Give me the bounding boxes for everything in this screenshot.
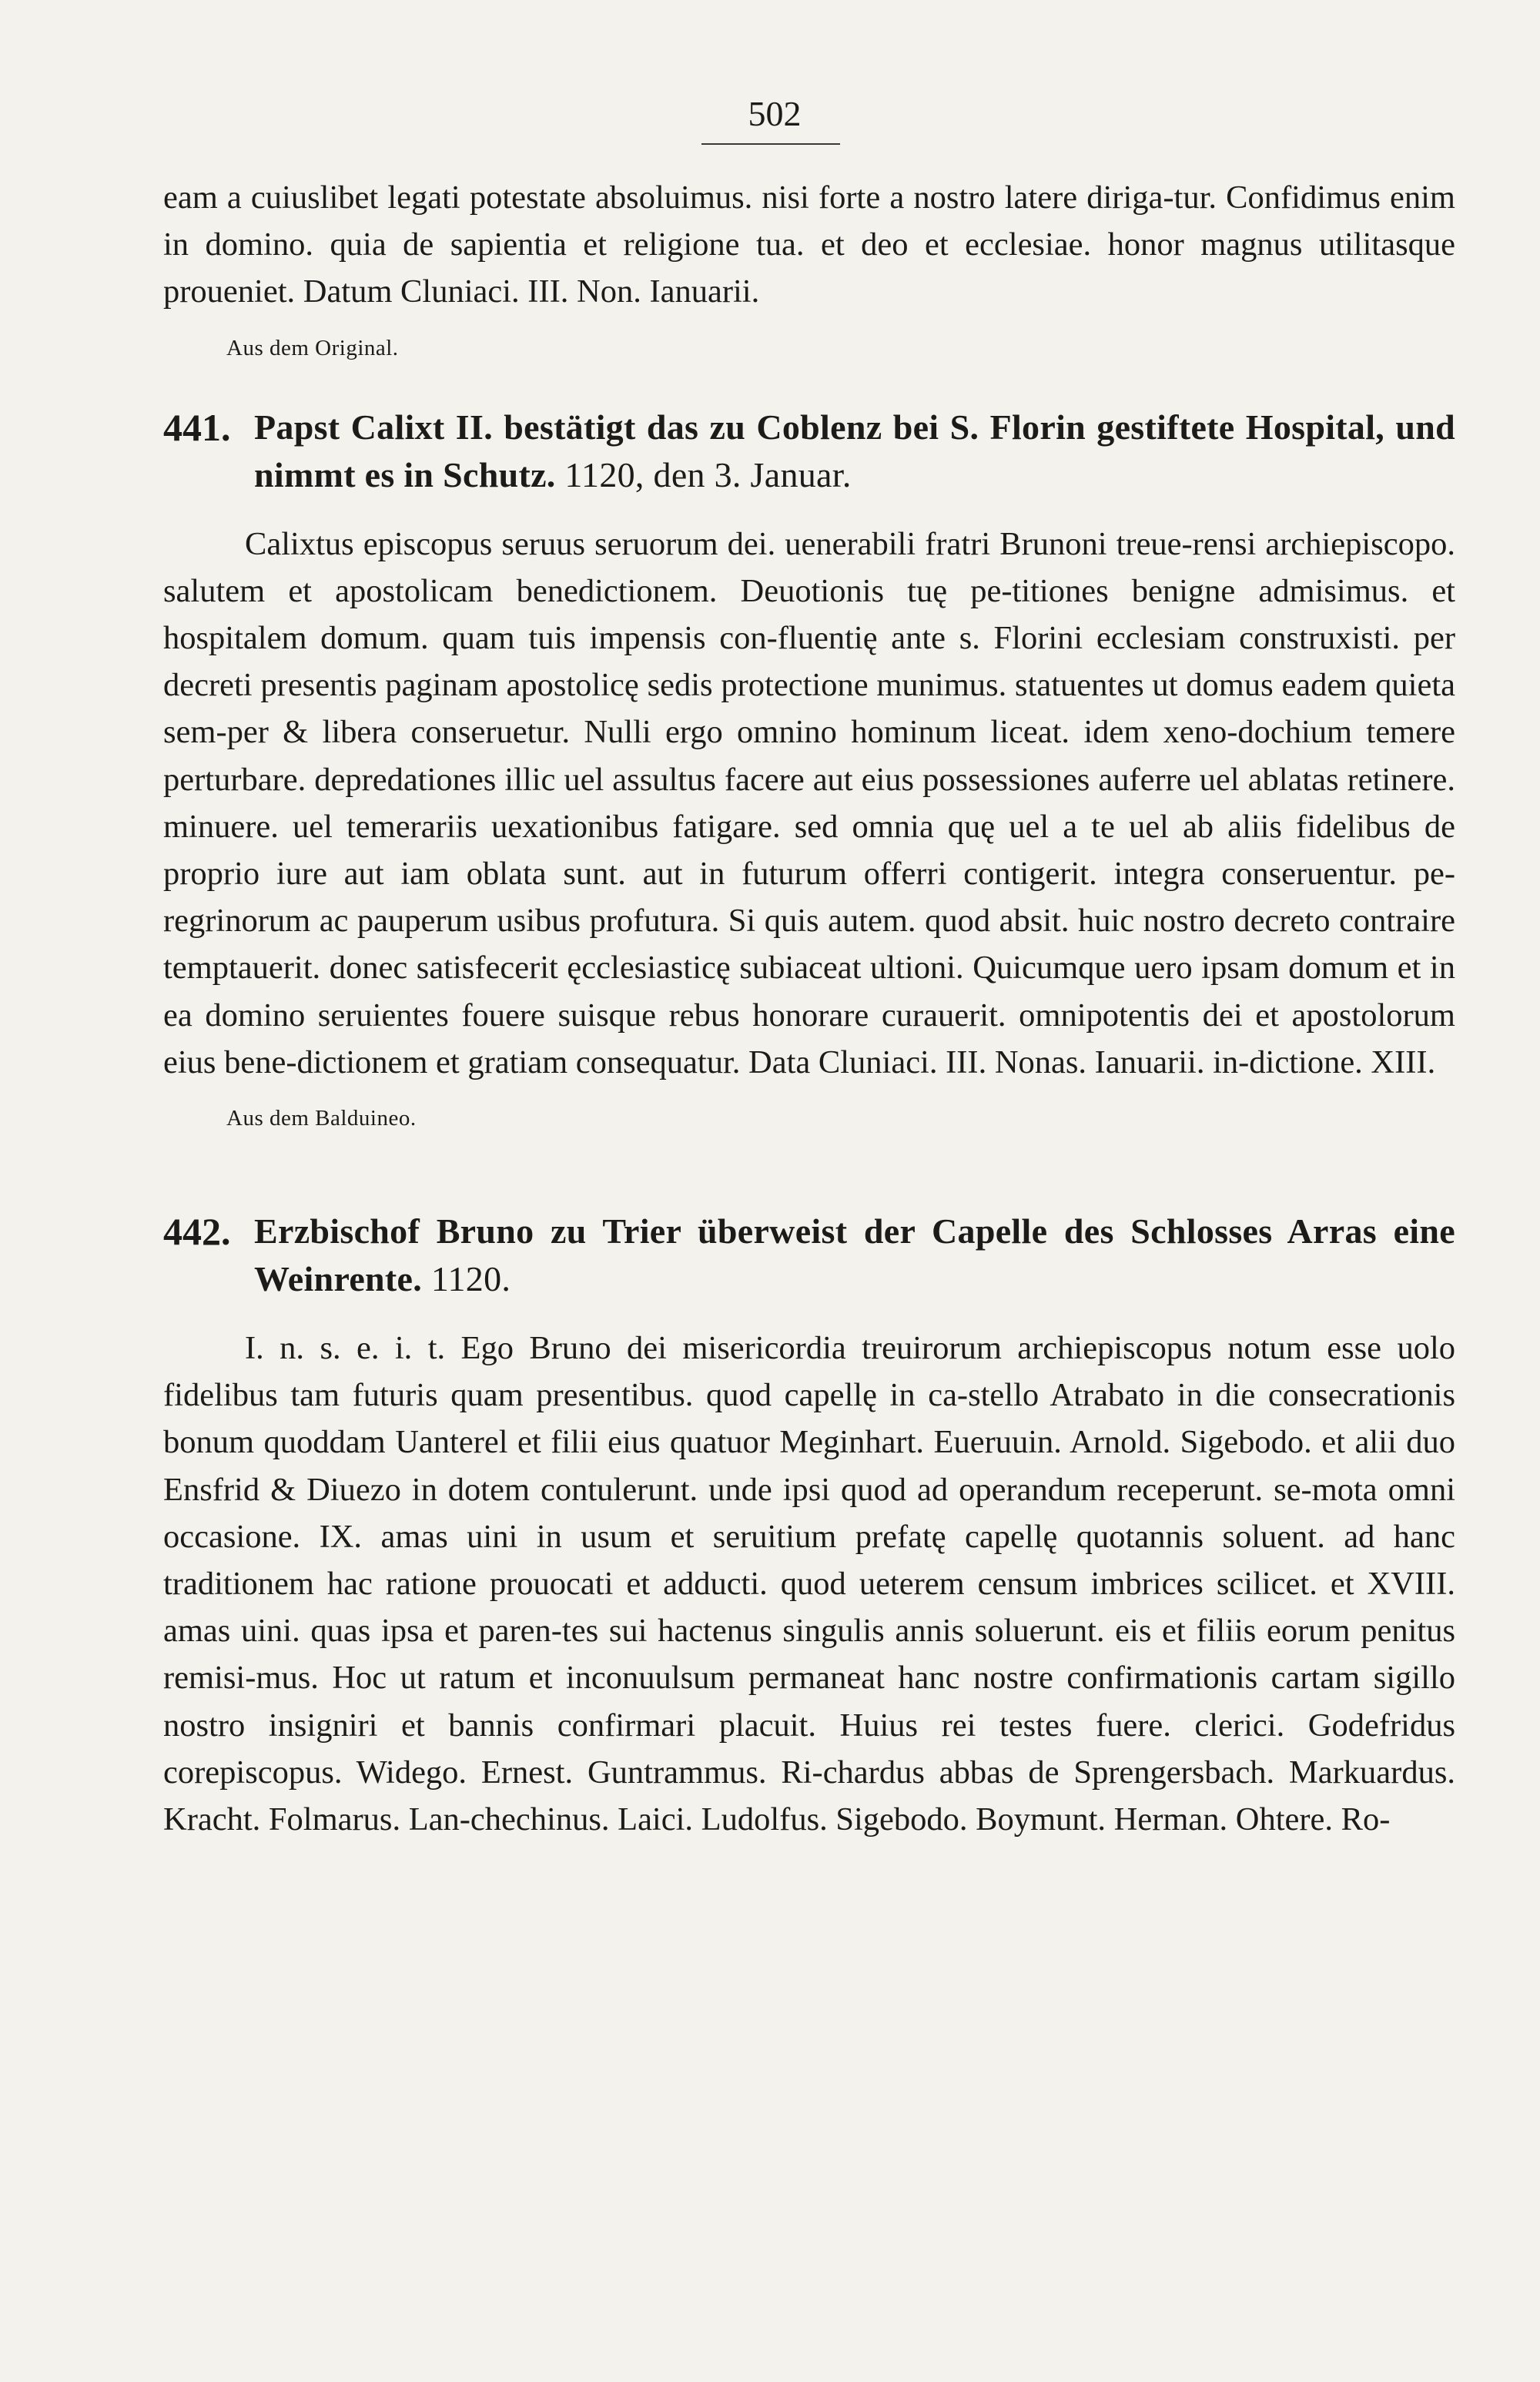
page-number-rule xyxy=(701,143,840,145)
doc-442-title-text: Erzbischof Bruno zu Trier überweist der Capelle des Schlosses Arras eine Weinrente. xyxy=(254,1211,1455,1299)
doc-441-title-text: Papst Calixt II. bestätigt das zu Coblenz bei S. Florin gestiftete Hospital, und nimmt es in Schutz. xyxy=(254,407,1455,494)
doc-441-source-note: Aus dem Balduineo. xyxy=(226,1106,417,1131)
doc-442-number: 442. xyxy=(163,1210,231,1254)
doc-442-body: I. n. s. e. i. t. Ego Bruno dei misericordia treuirorum archiepiscopus notum esse uolo fidelibus tam futuris quam presentibus. quod capellę in ca-stello Atrabato in die consecrationis bonum quoddam Uanterel et filii eius quatuor Meginhart. Eueruuin. Arnold. Sigebodo. et alii duo Ensfrid & Diuezo in dotem contulerunt. unde ipsi quod ad operandum receperunt. se-mota omni occasione. IX. amas uini in usum et seruitium prefatę capellę quotannis soluent. ad hanc traditionem hac ratione prouocati et adducti. quod ueterem censum imbrices scilicet. et XVIII. amas uini. quas ipsa et paren-tes sui hactenus singulis annis soluerunt. eis et filiis eorum penitus remisi-mus. Hoc ut ratum et inconuulsum permaneat hanc nostre confirmationis cartam sigillo nostro insigniri et bannis confirmari placuit. Huius rei testes fuere. clerici. Godefridus corepiscopus. Widego. Ernest. Guntrammus. Ri-chardus abbas de Sprengersbach. Markuardus. Kracht. Folmarus. Lan-chechinus. Laici. Ludolfus. Sigebodo. Boymunt. Herman. Ohtere. Ro- xyxy=(163,1330,1455,1838)
doc-442-title xyxy=(254,1208,1455,1303)
doc-442-date: 1120. xyxy=(430,1259,511,1299)
doc-441-date: 1120, den 3. Januar. xyxy=(564,454,852,494)
intro-source-note: Aus dem Original. xyxy=(226,335,399,360)
doc-441-heading xyxy=(163,404,1455,499)
intro-paragraph: eam a cuiuslibet legati potestate absoluimus. nisi forte a nostro latere diriga-tur. Confidimus enim in domino. quia de sapientia et religione tua. et deo et ecclesiae. honor magnus utilitasque proueniet. Datum Cluniaci. III. Non. Ianuarii. xyxy=(163,179,1455,310)
doc-441-number: 441. xyxy=(163,405,231,449)
doc-442-heading xyxy=(163,1208,1455,1303)
page-number: 502 xyxy=(748,94,802,133)
doc-441-title xyxy=(254,404,1455,499)
doc-441-body: Calixtus episcopus seruus seruorum dei. uenerabili fratri Brunoni treue-rensi archiepiscopo. salutem et apostolicam benedictionem. Deuotionis tuę pe-titiones benigne admisimus. et hospitalem domum. quam tuis impensis con-fluentię ante s. Florini ecclesiam construxisti. per decreti presentis paginam apostolicę sedis protectione munimus. statuentes ut domus eadem quieta sem-per & libera conseruetur. Nulli ergo omnino hominum liceat. idem xeno-dochium temere perturbare. depredationes illic uel assultus facere aut eius possessiones auferre uel ablatas retinere. minuere. uel temerariis uexationibus fatigare. sed omnia quę uel a te uel ab aliis fidelibus de proprio iure aut iam oblata sunt. aut in futurum offerri contigerit. integra conseruentur. pe-regrinorum ac pauperum usibus profutura. Si quis autem. quod absit. huic nostro decreto contraire temptauerit. donec satisfecerit ęcclesiasticę subiaceat ultioni. Quicumque uero ipsam domum et in ea domino seruientes fouere suisque rebus honorare curauerit. omnipotentis dei et apostolorum eius bene-dictionem et gratiam consequatur. Data Cluniaci. III. Nonas. Ianuarii. in-dictione. XIII. xyxy=(163,525,1455,1080)
